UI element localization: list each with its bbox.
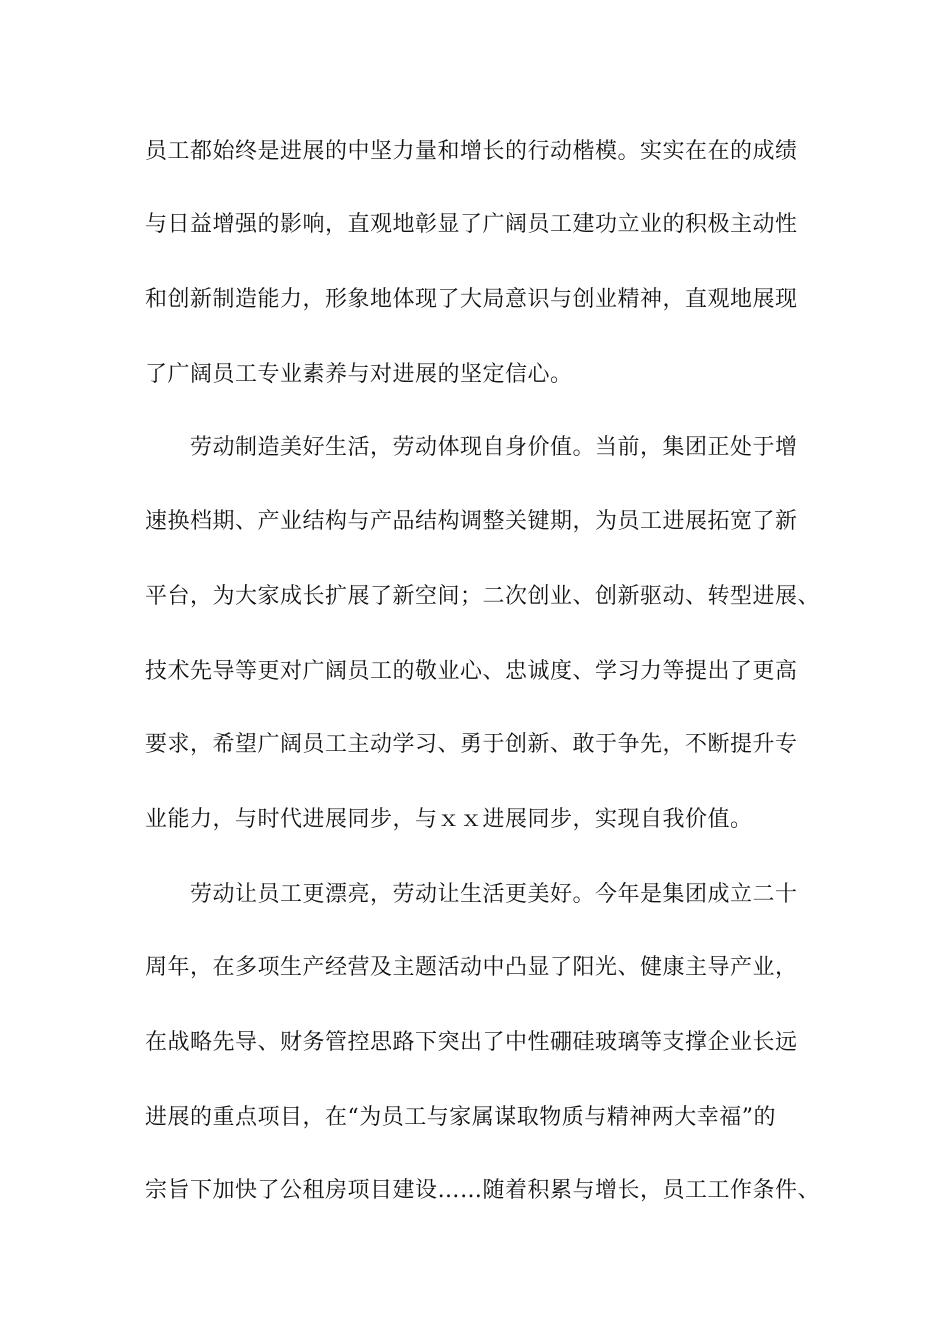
text-line-4: 了广阔员工专业素养与对进展的坚定信心。: [145, 362, 573, 387]
text-line-6: 速换档期、产业结构与产品结构调整关键期，为员工进展拓宽了新: [145, 509, 798, 534]
text-line-14: 进展的重点项目，在“为员工与家属谋取物质与精神两大幸福”的: [145, 1105, 776, 1130]
text-line-10: 业能力，与时代进展同步，与ｘｘ进展同步，实现自我价值。: [145, 807, 753, 832]
text-line-12: 周年，在多项生产经营及主题活动中凸显了阳光、健康主导产业，: [145, 955, 798, 980]
text-line-1: 员工都始终是进展的中坚力量和增长的行动楷模。实实在在的成绩: [145, 139, 798, 164]
text-line-3: 和创新制造能力，形象地体现了大局意识与创业精神，直观地展现: [145, 287, 798, 312]
text-line-9: 要求，希望广阔员工主动学习、勇于创新、敢于争先，不断提升专: [145, 732, 798, 757]
text-line-2: 与日益增强的影响，直观地彰显了广阔员工建功立业的积极主动性: [145, 212, 798, 237]
paragraph-3-first-line: 劳动让员工更漂亮，劳动让生活更美好。今年是集团成立二十: [190, 882, 798, 907]
text-line-7: 平台，为大家成长扩展了新空间；二次创业、创新驱动、转型进展、: [145, 584, 821, 609]
paragraph-2-first-line: 劳动制造美好生活，劳动体现自身价值。当前，集团正处于增: [190, 435, 798, 460]
text-line-13: 在战略先导、财务管控思路下突出了中性硼硅玻璃等支撑企业长远: [145, 1030, 798, 1055]
text-line-15: 宗旨下加快了公租房项目建设……随着积累与增长，员工工作条件、: [145, 1178, 821, 1203]
text-line-8: 技术先导等更对广阔员工的敬业心、忠诚度、学习力等提出了更高: [145, 659, 798, 684]
